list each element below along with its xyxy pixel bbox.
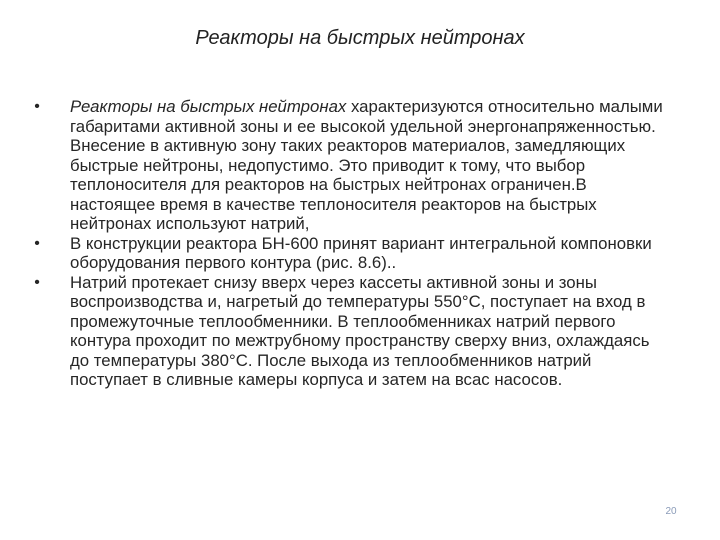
bullet-dot-icon: • (34, 273, 40, 291)
bullet-dot-icon: • (34, 98, 40, 115)
bullet-dot-icon: • (34, 234, 40, 252)
bullet-list (30, 97, 670, 390)
bullet-text: характеризуются относительно малыми габаритами активной зоны и ее высокой удельной энергонапряженностью. Внесение в активную зону таких реакторов материалов, замедляющих быстрые нейтроны, недопустимо. Это приводит к тому, что выбор теплоносителя для реакторов на быстрых нейтронах ограничен.В настоящее время в качестве теплоносителя реакторов на быстрых нейтронах используют натрий, (70, 97, 663, 233)
bullet-item (30, 234, 670, 273)
bullet-item (30, 97, 670, 234)
bullet-emphasis: Реакторы на быстрых нейтронах (70, 97, 347, 116)
slide-title: Реакторы на быстрых нейтронах (195, 27, 525, 49)
bullet-text: В конструкции реактора БН-600 принят вариант интегральной компоновки оборудования первого контура (рис. 8.6).. (70, 233, 652, 272)
bullet-item (30, 273, 670, 390)
bullet-text: Натрий протекает снизу вверх через кассеты активной зоны и зоны воспроизводства и, нагретый до температуры 550°С, поступает на вход в промежуточные теплообменники. В теплообменниках натрий первого контура проходит по межтрубному пространству сверху вниз, охлаждаясь до температуры 380°С. После выхода из теплообменников натрий поступает в сливные камеры корпуса и затем на всас насосов. (70, 272, 650, 389)
page-number: 20 (665, 506, 677, 517)
